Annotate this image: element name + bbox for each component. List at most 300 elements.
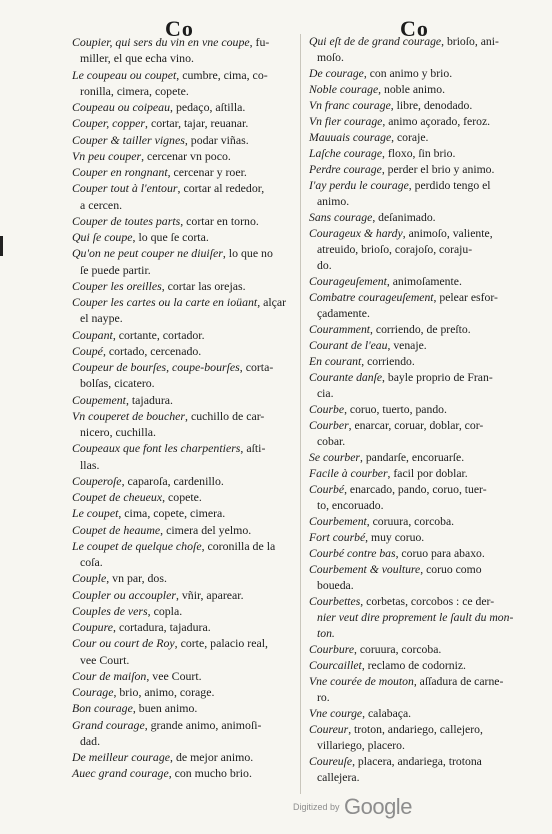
headword: Courageux & hardy	[309, 227, 403, 240]
definition-text: , pelear esfor-	[433, 291, 498, 304]
dictionary-entry	[72, 327, 294, 343]
definition-text: , enarcar, coruar, doblar, cor-	[348, 419, 484, 432]
dictionary-entry	[72, 700, 294, 716]
headword: Coupet de cheueux	[72, 490, 163, 504]
headword: Cour ou court de Roy	[72, 636, 175, 651]
dictionary-entry	[72, 619, 294, 635]
entry-line	[309, 226, 527, 242]
dictionary-entry	[72, 278, 294, 294]
definition-text: animo.	[317, 195, 350, 208]
entry-line	[72, 700, 294, 716]
headword: Cour de maiſon	[72, 668, 147, 683]
entry-line	[309, 434, 527, 450]
entry-line	[309, 210, 527, 226]
headword: Coupet de heaume	[72, 522, 161, 537]
headword: En courant	[309, 355, 362, 368]
definition-text: , floxo, ſin brio.	[382, 147, 456, 160]
entry-line	[72, 99, 294, 115]
definition-text: , cortar las orejas.	[161, 278, 246, 293]
definition-text: cobar.	[317, 435, 346, 448]
headword: Courage	[72, 685, 114, 699]
entry-line	[309, 770, 527, 786]
headword: Couple	[72, 571, 107, 586]
definition-text: cia.	[317, 387, 334, 400]
entry-line	[309, 290, 527, 306]
entry-line	[309, 82, 527, 98]
headword: Vn fier courage	[309, 115, 383, 128]
headword: Qui eſt de de grand courage	[309, 35, 442, 48]
headword: Courbement & voulture	[309, 563, 421, 576]
definition-text: , placera, andariega, trotona	[352, 755, 482, 768]
headword: Couper en rongnant	[72, 165, 168, 179]
dictionary-entry	[309, 162, 527, 178]
dictionary-entry	[309, 146, 527, 162]
dictionary-entry	[309, 642, 527, 658]
headword: Coureuſe	[309, 755, 353, 768]
google-logo: Google	[343, 794, 412, 819]
running-head-left: Co	[165, 16, 194, 41]
definition-text: , pandarſe, encoruarſe.	[359, 451, 465, 464]
headword: Courbement	[309, 515, 367, 528]
definition-text: moſo.	[317, 51, 344, 64]
headword: Couper les oreilles	[72, 278, 162, 293]
dictionary-entry	[309, 466, 527, 482]
definition-text: , perder el brio y animo.	[381, 163, 495, 176]
dictionary-entry	[309, 674, 527, 706]
dictionary-entry	[72, 359, 294, 392]
entry-line	[309, 482, 527, 498]
definition-text: atreuido, brioſo, corajoſo, coraju-	[317, 243, 473, 256]
definition-text: ro.	[317, 691, 330, 704]
entry-line	[72, 327, 294, 343]
dictionary-entry	[309, 370, 527, 402]
definition-text: , cortar en torno.	[180, 213, 259, 228]
dictionary-entry	[72, 67, 294, 100]
dictionary-entry	[309, 514, 527, 530]
entry-line	[72, 197, 294, 213]
definition-text: , animoſo, valiente,	[402, 227, 493, 240]
definition-text: , perdido tengo el	[408, 179, 491, 192]
entry-line	[72, 34, 294, 50]
definition-text: , vn par, dos.	[106, 571, 167, 586]
definition-text: , cortar al rededor,	[177, 181, 265, 196]
right-column	[309, 34, 527, 786]
headword: Grand courage	[72, 717, 145, 732]
entry-line	[72, 67, 294, 83]
definition-text: , brioſo, ani-	[441, 35, 499, 48]
dictionary-entry	[72, 489, 294, 505]
headword: Coupeur de bourſes, coupe-bourſes	[72, 360, 240, 374]
dictionary-entry	[72, 148, 294, 164]
entry-line	[72, 587, 294, 603]
headword: Coupier, qui sers du vin en vne coupe	[72, 35, 250, 49]
dictionary-entry	[72, 229, 294, 245]
dictionary-entry	[309, 450, 527, 466]
definition-text: , deſanimado.	[372, 211, 436, 224]
headword: Coupeau ou coipeau	[72, 100, 171, 114]
headword: Qui ſe coupe	[72, 230, 133, 244]
dictionary-entry	[309, 210, 527, 226]
definition-text: ſe puede partir.	[80, 262, 151, 277]
entry-line	[72, 424, 294, 440]
headword: Auec grand courage	[72, 766, 169, 781]
definition-text: , coruo, tuerto, pando.	[344, 403, 447, 416]
dictionary-entry	[309, 418, 527, 450]
dictionary-entry	[309, 82, 527, 98]
definition-text: , corriendo, de preſto.	[370, 323, 471, 336]
entry-line	[72, 522, 294, 538]
headword: Courbé contre bas	[309, 547, 396, 560]
definition-text: , troton, andariego, callejero,	[348, 723, 483, 736]
headword: I'ay perdu le courage	[309, 179, 409, 192]
entry-line	[309, 754, 527, 770]
dictionary-entry	[309, 658, 527, 674]
dictionary-entry	[309, 546, 527, 562]
dictionary-entry	[309, 482, 527, 514]
definition-text: llas.	[80, 457, 100, 472]
entry-line	[309, 642, 527, 658]
entry-line	[72, 213, 294, 229]
dictionary-entry	[72, 99, 294, 115]
definition-text: to, encoruado.	[317, 499, 384, 512]
entry-line	[72, 262, 294, 278]
dictionary-entry	[72, 717, 294, 750]
entry-line	[72, 717, 294, 733]
definition-text: , corte, palacio real,	[174, 636, 269, 651]
definition-text: çadamente.	[317, 307, 370, 320]
dictionary-entry	[72, 164, 294, 180]
entry-line	[309, 194, 527, 210]
headword: Coureur	[309, 723, 349, 736]
headword: Coupant	[72, 327, 113, 342]
definition-text: , calabaça.	[362, 707, 412, 720]
entry-line	[309, 50, 527, 66]
dictionary-entry	[72, 132, 294, 148]
dictionary-entry	[309, 274, 527, 290]
headword: Courbettes	[309, 595, 361, 608]
dictionary-entry	[309, 722, 527, 754]
entry-line	[72, 554, 294, 570]
definition-text: vee Court.	[80, 652, 130, 667]
dictionary-entry	[72, 684, 294, 700]
dictionary-entry	[72, 213, 294, 229]
dictionary-entry	[309, 98, 527, 114]
definition-text: , vñir, aparear.	[175, 587, 244, 602]
dictionary-entry	[309, 338, 527, 354]
headword: nier veut dire proprement le ſault du mon-	[317, 611, 514, 624]
definition-text: bolſas, cicatero.	[80, 376, 155, 391]
digitized-label: Digitized by	[293, 802, 340, 812]
definition-text: , enarcado, pando, coruo, tuer-	[344, 483, 487, 496]
dictionary-entry	[309, 290, 527, 322]
definition-text: , con animo y brio.	[363, 67, 453, 80]
definition-text: , copla.	[147, 603, 183, 618]
definition-text: , cortado, cercenado.	[102, 343, 202, 358]
headword: Laſche courage	[309, 147, 383, 160]
headword: Sans courage	[309, 211, 373, 224]
definition-text: , cumbre, cima, co-	[176, 67, 268, 82]
headword: Le coupeau ou coupet	[72, 67, 177, 82]
left-column	[72, 34, 294, 782]
entry-line	[72, 83, 294, 99]
definition-text: , coruura, corcoba.	[354, 643, 442, 656]
headword: Coupement	[72, 392, 126, 407]
definition-text: , cimera del yelmo.	[160, 522, 252, 537]
entry-line	[72, 684, 294, 700]
headword: Vn franc courage	[309, 99, 391, 112]
dictionary-entry	[72, 245, 294, 278]
definition-text: , grande animo, animoſi-	[144, 717, 262, 732]
entry-line	[72, 310, 294, 326]
dictionary-entry	[72, 408, 294, 441]
entry-line	[309, 386, 527, 402]
entry-line	[309, 514, 527, 530]
definition-text: , copete.	[162, 490, 202, 504]
headword: Mauuais courage	[309, 131, 392, 144]
entry-line	[309, 98, 527, 114]
headword: Couperoſe	[72, 473, 122, 488]
entry-line	[309, 498, 527, 514]
entry-line	[309, 530, 527, 546]
definition-text: , coruo para abaxo.	[395, 547, 485, 560]
dictionary-entry	[72, 538, 294, 571]
headword: Facile à courber	[309, 467, 388, 480]
dictionary-entry	[72, 343, 294, 359]
entry-line	[309, 322, 527, 338]
definition-text: , lo que no	[222, 246, 273, 261]
dictionary-entry	[309, 706, 527, 722]
entry-line	[72, 635, 294, 651]
headword: Le coupet de quelque choſe	[72, 538, 202, 553]
headword: Vne courge	[309, 707, 363, 720]
headword: Couper & tailler vignes	[72, 132, 185, 147]
definition-text: , alçar	[257, 295, 287, 309]
dictionary-entry	[72, 505, 294, 521]
headword: Coupé	[72, 343, 103, 358]
dictionary-entry	[72, 522, 294, 538]
headword: Le coupet	[72, 506, 119, 521]
dictionary-entry	[309, 114, 527, 130]
dictionary-entry	[309, 354, 527, 370]
headword: Bon courage	[72, 701, 133, 716]
definition-text: , libre, denodado.	[390, 99, 473, 112]
entry-line	[309, 114, 527, 130]
entry-line	[72, 652, 294, 668]
headword: Couper de toutes parts	[72, 213, 181, 228]
dictionary-entry	[309, 594, 527, 642]
definition-text: , tajadura.	[125, 392, 173, 407]
definition-text: boueda.	[317, 579, 354, 592]
definition-text: nicero, cuchilla.	[80, 425, 156, 439]
definition-text: , podar viñas.	[184, 132, 249, 147]
definition-text: , pedaço, aſtilla.	[170, 100, 246, 114]
entry-line	[309, 674, 527, 690]
definition-text: , facil por doblar.	[387, 467, 468, 480]
dictionary-entry	[309, 178, 527, 210]
entry-line	[72, 603, 294, 619]
definition-text: , coraje.	[391, 131, 429, 144]
definition-text: ronilla, cimera, copete.	[80, 83, 189, 98]
entry-line	[309, 706, 527, 722]
definition-text: , noble animo.	[378, 83, 446, 96]
definition-text: , animoſamente.	[386, 275, 462, 288]
dictionary-entry	[309, 530, 527, 546]
definition-text: , muy coruo.	[365, 531, 425, 544]
definition-text: , caparoſa, cardenillo.	[121, 473, 224, 488]
definition-text: , corbetas, corcobos : ce der-	[360, 595, 495, 608]
headword: Courbe	[309, 403, 345, 416]
headword: Combatre courageuſement	[309, 291, 434, 304]
entry-line	[72, 392, 294, 408]
digitized-watermark	[293, 794, 412, 820]
headword: Courant de l'eau	[309, 339, 388, 352]
entry-line	[72, 164, 294, 180]
definition-text: callejera.	[317, 771, 360, 784]
dictionary-entry	[309, 322, 527, 338]
entry-line	[72, 457, 294, 473]
headword: Couramment	[309, 323, 371, 336]
headword: Couples de vers	[72, 603, 148, 618]
entry-line	[72, 440, 294, 456]
entry-line	[309, 722, 527, 738]
entry-line	[72, 489, 294, 505]
headword: Vn couperet de boucher	[72, 408, 186, 423]
definition-text: , fu-	[249, 35, 270, 49]
definition-text: , aſti-	[240, 441, 266, 456]
entry-line	[72, 749, 294, 765]
dictionary-entry	[309, 130, 527, 146]
headword: Noble courage	[309, 83, 379, 96]
running-head-right: Co	[400, 16, 429, 41]
definition-text: , corta-	[239, 360, 274, 374]
column-divider	[300, 34, 301, 794]
entry-line	[309, 354, 527, 370]
margin-mark	[0, 236, 3, 256]
entry-line	[72, 473, 294, 489]
entry-line	[309, 34, 527, 50]
definition-text: , con mucho brio.	[168, 766, 252, 781]
entry-line	[309, 418, 527, 434]
entry-line	[309, 562, 527, 578]
definition-text: , venaje.	[387, 339, 427, 352]
definition-text: , coronilla de la	[201, 538, 276, 553]
entry-line	[309, 578, 527, 594]
headword: Courbure	[309, 643, 355, 656]
entry-line	[309, 690, 527, 706]
entry-line	[309, 546, 527, 562]
headword: ton.	[317, 627, 335, 640]
dictionary-entry	[72, 294, 294, 327]
entry-line	[309, 146, 527, 162]
dictionary-entry	[309, 34, 527, 66]
entry-line	[309, 402, 527, 418]
headword: Vn peu couper	[72, 148, 142, 163]
definition-text: , cortar, tajar, reuanar.	[145, 116, 249, 131]
entry-line	[309, 258, 527, 274]
entry-line	[309, 626, 527, 642]
dictionary-entry	[72, 668, 294, 684]
entry-line	[309, 450, 527, 466]
definition-text: , brio, animo, corage.	[113, 685, 215, 699]
entry-line	[309, 178, 527, 194]
headword: Couper tout à l'entour	[72, 181, 178, 196]
definition-text: , cercenar vn poco.	[141, 148, 231, 163]
headword: Couper, copper	[72, 116, 146, 131]
entry-line	[309, 242, 527, 258]
headword: Qu'on ne peut couper ne diuiſer	[72, 246, 223, 261]
entry-line	[72, 408, 294, 424]
headword: Coupler ou accoupler	[72, 587, 176, 602]
entry-line	[72, 50, 294, 66]
definition-text: do.	[317, 259, 332, 272]
headword: Couper les cartes ou la carte en ioüant	[72, 295, 258, 309]
definition-text: , cuchillo de car-	[185, 408, 265, 423]
headword: Vne courée de mouton	[309, 675, 414, 688]
dictionary-entry	[309, 226, 527, 274]
headword: Courcaillet	[309, 659, 362, 672]
dictionary-entry	[72, 440, 294, 473]
dictionary-entry	[72, 765, 294, 781]
entry-line	[72, 375, 294, 391]
dictionary-entry	[72, 180, 294, 213]
dictionary-entry	[72, 749, 294, 765]
entry-line	[72, 245, 294, 261]
definition-text: , cortadura, tajadura.	[113, 620, 211, 634]
entry-line	[309, 66, 527, 82]
entry-line	[309, 306, 527, 322]
entry-line	[309, 370, 527, 386]
dictionary-entry	[72, 587, 294, 603]
dictionary-entry	[72, 603, 294, 619]
entry-line	[309, 338, 527, 354]
dictionary-entry	[309, 562, 527, 594]
entry-line	[72, 115, 294, 131]
dictionary-entry	[72, 34, 294, 67]
dictionary-entry	[309, 754, 527, 786]
dictionary-entry	[309, 66, 527, 82]
dictionary-entry	[72, 635, 294, 668]
definition-text: , de mejor animo.	[170, 750, 254, 764]
entry-line	[72, 180, 294, 196]
definition-text: miller, el que echa vino.	[80, 51, 194, 66]
dictionary-entry	[72, 115, 294, 131]
entry-line	[72, 229, 294, 245]
dictionary-entry	[72, 392, 294, 408]
definition-text: , cima, copete, cimera.	[118, 506, 226, 521]
definition-text: el naype.	[80, 311, 123, 326]
entry-line	[72, 132, 294, 148]
definition-text: , corriendo.	[361, 355, 415, 368]
entry-line	[72, 278, 294, 294]
definition-text: , coruo como	[420, 563, 482, 576]
definition-text: dad.	[80, 733, 101, 748]
dictionary-entry	[309, 402, 527, 418]
definition-text: , cercenar y roer.	[167, 165, 247, 179]
entry-line	[309, 466, 527, 482]
definition-text: , reclamo de codorniz.	[361, 659, 466, 672]
entry-line	[72, 733, 294, 749]
dictionary-entry	[72, 473, 294, 489]
definition-text: , coruura, corcoba.	[366, 515, 455, 528]
entry-line	[72, 294, 294, 310]
entry-line	[72, 668, 294, 684]
definition-text: coſa.	[80, 555, 103, 569]
headword: Se courber	[309, 451, 360, 464]
headword: Courante danſe	[309, 371, 383, 384]
entry-line	[72, 343, 294, 359]
definition-text: , cortante, cortador.	[112, 327, 205, 342]
entry-line	[309, 658, 527, 674]
